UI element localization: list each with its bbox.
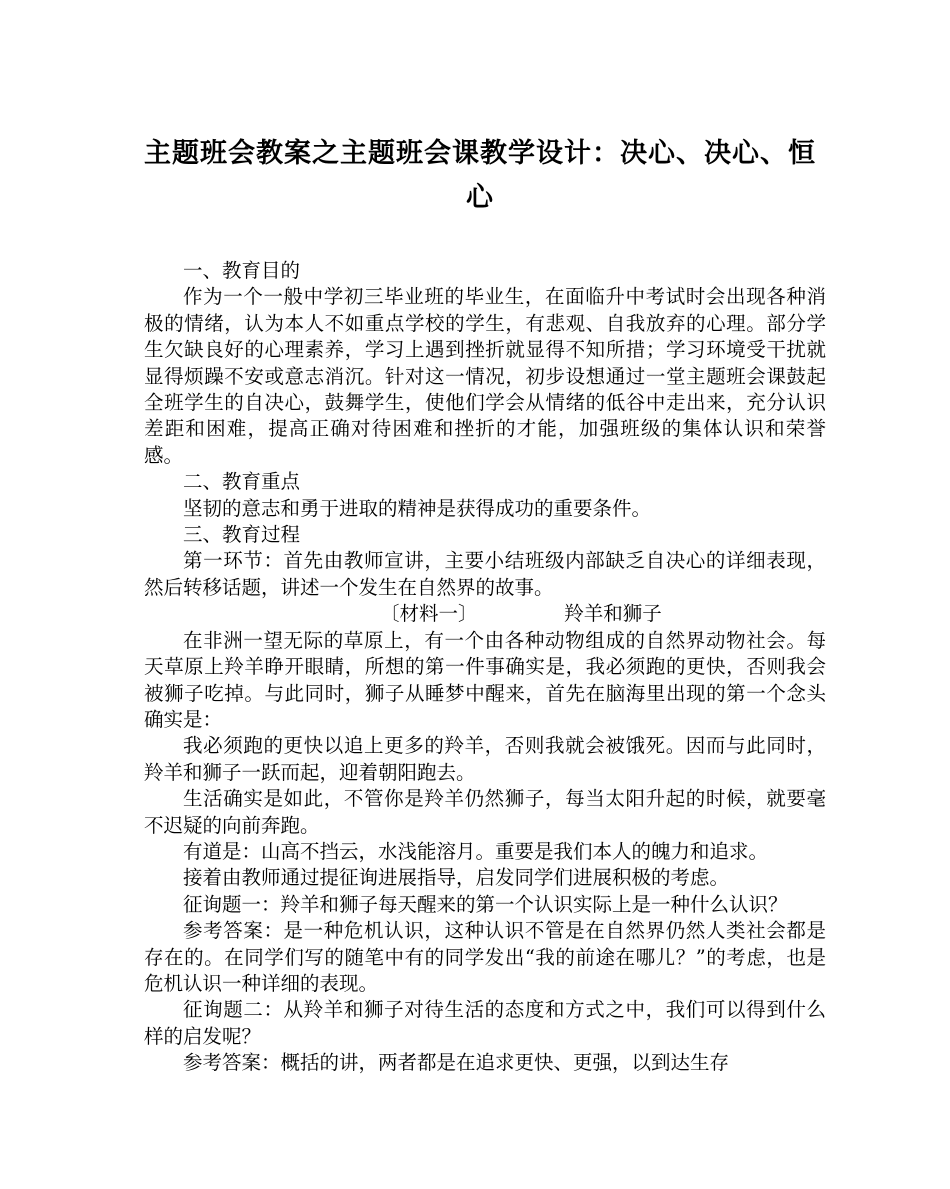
question-paragraph: 征询题二：从羚羊和狮子对待生活的态度和方式之中，我们可以得到什么样的启发呢？: [144, 998, 826, 1048]
body-paragraph: 第一环节：首先由教师宣讲，主要小结班级内部缺乏自决心的详细表现，然后转移话题，讲述一个发生在自然界的故事。: [144, 549, 826, 599]
story-paragraph: 生活确实是如此，不管你是羚羊仍然狮子，每当太阳升起的时候，就要毫不迟疑的向前奔跑。: [144, 787, 826, 837]
answer-paragraph: 参考答案：概括的讲，两者都是在追求更快、更强，以到达生存: [183, 1051, 730, 1075]
body-paragraph: 作为一个一般中学初三毕业班的毕业生，在面临升中考试时会出现各种消极的情绪，认为本人不如重点学校的学生，有悲观、自我放弃的心理。部分学生欠缺良好的心理素养，学习上遇到挫折就显得不知所措；学习环境受干扰就显得烦躁不安或意志消沉。针对这一情况，初步设想通过一堂主题班会课鼓起全班学生的自决心，鼓舞学生，使他们学会从情绪的低谷中走出来，充分认识差距和困难，提高正确对待困难和挫折的才能，加强班级的集体认识和荣誉感。: [144, 285, 826, 467]
section-heading-goal: 一、教育目的: [183, 259, 301, 282]
section-heading-focus: 二、教育重点: [183, 470, 301, 494]
question-paragraph: 征询题一：羚羊和狮子每天醒来的第一个认识实际上是一种什么认识？: [183, 892, 788, 916]
story-paragraph: 有道是：山高不挡云，水浅能溶月。重要是我们本人的魄力和追求。: [183, 839, 769, 863]
material-heading: 〔材料一〕 羚羊和狮子: [380, 602, 662, 626]
body-paragraph: 坚韧的意志和勇于进取的精神是获得成功的重要条件。: [183, 496, 652, 520]
body-paragraph: 接着由教师通过提征询进展指导，启发同学们进展积极的考虑。: [183, 866, 730, 890]
section-heading-process: 三、教育过程: [183, 523, 301, 547]
answer-paragraph: 参考答案：是一种危机认识，这种认识不管是在自然界仍然人类社会都是存在的。在同学们写的随笔中有的同学发出“我的前途在哪儿？”的考虑，也是危机认识一种详细的表现。: [144, 919, 826, 995]
story-paragraph: 在非洲一望无际的草原上，有一个由各种动物组成的自然界动物社会。每天草原上羚羊睁开眼睛，所想的第一件事确实是，我必须跑的更快，否则我会被狮子吃掉。与此同时，狮子从睡梦中醒来，首先在脑海里出现的第一个念头确实是：: [144, 628, 826, 731]
document-body: [144, 258, 826, 1077]
story-paragraph: 我必须跑的更快以追上更多的羚羊，否则我就会被饿死。因而与此同时，羚羊和狮子一跃而起，迎着朝阳跑去。: [144, 734, 826, 784]
document-title: 主题班会教案之主题班会课教学设计：决心、决心、恒心: [144, 138, 816, 213]
